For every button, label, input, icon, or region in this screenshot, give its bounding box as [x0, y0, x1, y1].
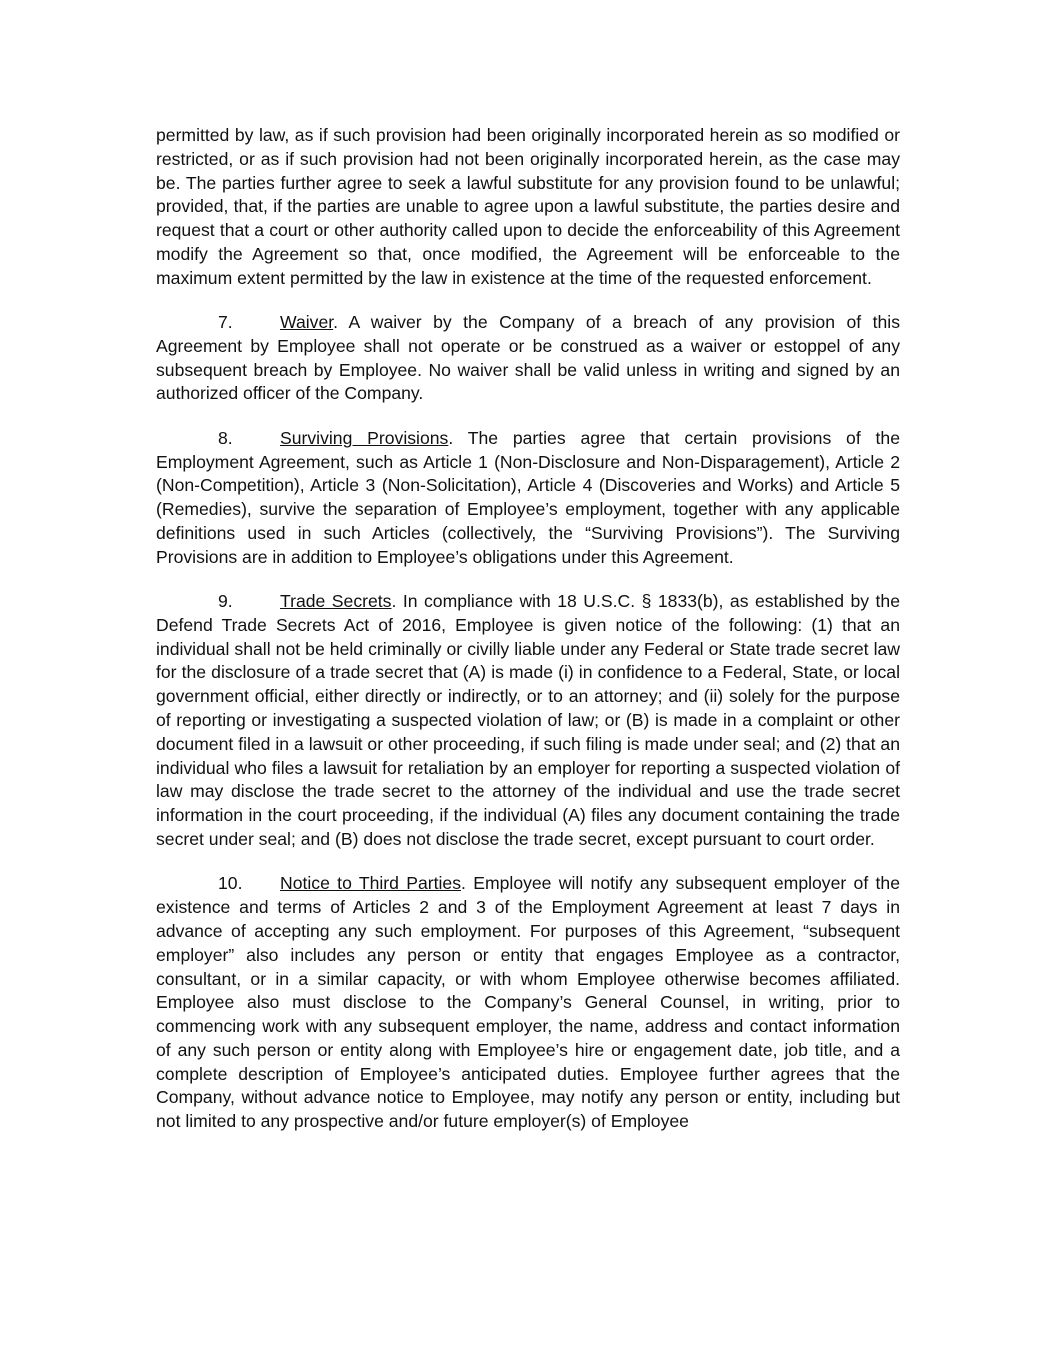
continuation-paragraph: permitted by law, as if such provision had been originally incorporated herein as so modified or restricted, or as if such provision had not been originally incorporated herein, as the case may be. The parties further agree to seek a lawful substitute for any provision found to be unlawful; provided, that, if the parties are unable to agree upon a lawful substitute, the parties desire and request that a court or other authority called upon to decide the enforceability of this Agreement modify the Agreement so that, once modified, the Agreement will be enforceable to the maximum extent permitted by the law in existence at the time of the requested enforcement.	[156, 125, 900, 288]
section-body: . The parties agree that certain provisions of the Employment Agreement, such as Article 1 (Non-Disclosure and Non-Disparagement), Article 2 (Non-Competition), Article 3 (Non-Solicitation), Article 4 (Discoveries and Works) and Article 5 (Remedies), survive the separation of Employee’s employment, together with any applicable definitions used in such Articles (collectively, the “Surviving Provisions”). The Surviving Provisions are in addition to Employee’s obligations under this Agreement.	[156, 427, 900, 567]
section-number: 8.	[218, 427, 233, 448]
section-heading: Notice to Third Parties	[280, 873, 462, 894]
section-number: 7.	[218, 312, 233, 333]
document-body	[156, 124, 900, 1155]
section-heading: Trade Secrets	[280, 591, 392, 612]
section-body: . Employee will notify any subsequent employer of the existence and terms of Articles 2 and 3 of the Employment Agreement at least 7 days in advance of accepting any such employment. For purposes of this Agreement, “subsequent employer” also includes any person or entity that engages Employee as a contractor, consultant, or in a similar capacity, or with whom Employee otherwise becomes affiliated. Employee also must disclose to the Company’s General Counsel, in writing, prior to commencing work with any subsequent employer, the name, address and contact information of any such person or entity along with Employee’s hire or engagement date, job title, and a complete description of Employee’s anticipated duties. Employee further agrees that the Company, without advance notice to Employee, may notify any person or entity, including but not limited to any prospective and/or future employer(s) of Employee	[156, 873, 901, 1132]
section-heading: Surviving Provisions	[280, 427, 449, 448]
section-number: 9.	[218, 591, 233, 612]
section-body: . In compliance with 18 U.S.C. § 1833(b), as established by the Defend Trade Secrets Act of 2016, Employee is given notice of the following: (1) that an individual shall not be held criminally or civilly liable under any Federal or State trade secret law for the disclosure of a trade secret that (A) is made (i) in confidence to a Federal, State, or local government official, either directly or indirectly, or to an attorney; and (ii) solely for the purpose of reporting or investigating a suspected violation of law; or (B) is made in a complaint or other document filed in a lawsuit or other proceeding, if such filing is made under seal; and (2) that an individual who files a lawsuit for retaliation by an employer for reporting a suspected violation of law may disclose the trade secret to the attorney of the individual and use the trade secret information in the court proceeding, if the individual (A) files any document containing the trade secret under seal; and (B) does not disclose the trade secret, except pursuant to court order.	[156, 591, 901, 850]
section-body: . A waiver by the Company of a breach of any provision of this Agreement by Employee shall not operate or be construed as a waiver or estoppel of any subsequent breach by Employee. No waiver shall be valid unless in writing and signed by an authorized officer of the Company.	[156, 312, 900, 404]
section-number: 10.	[218, 873, 243, 894]
section-heading: Waiver	[280, 312, 334, 333]
section-trade-secrets	[156, 590, 900, 852]
section-surviving-provisions	[156, 427, 900, 570]
section-waiver	[156, 311, 900, 406]
section-notice-third-parties	[156, 872, 900, 1134]
